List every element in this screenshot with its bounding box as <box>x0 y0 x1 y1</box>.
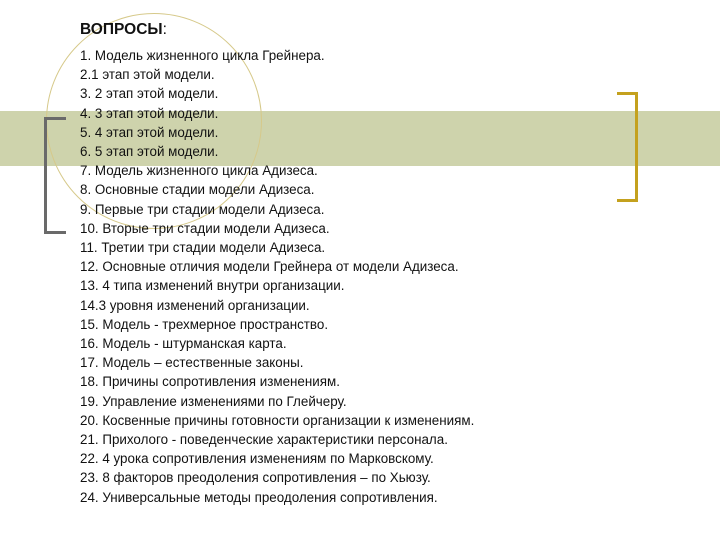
question-item: 9. Первые три стадии модели Адизеса. <box>80 201 325 217</box>
question-item: 10. Вторые три стадии модели Адизеса. <box>80 220 330 236</box>
slide-title-word: ВОПРОСЫ <box>80 21 163 38</box>
question-item: 4. 3 этап этой модели. <box>80 105 219 121</box>
question-item: 20. Косвенные причины готовности организации к изменениям. <box>80 412 475 428</box>
question-item: 2.1 этап этой модели. <box>80 67 215 83</box>
slide-title-colon: : <box>162 21 167 38</box>
question-item: 6. 5 этап этой модели. <box>80 144 219 160</box>
question-item: 21. Прихолого - поведенческие характеристики персонала. <box>80 432 448 448</box>
question-item: 18. Причины сопротивления изменениям. <box>80 374 340 390</box>
question-item: 13. 4 типа изменений внутри организации. <box>80 278 345 294</box>
questions-list <box>80 46 700 507</box>
question-item: 16. Модель - штурманская карта. <box>80 336 287 352</box>
question-item: 15. Модель - трехмерное пространство. <box>80 316 329 332</box>
question-item: 14.3 уровня изменений организации. <box>80 297 310 313</box>
left-bracket-decoration <box>44 117 66 234</box>
question-item: 22. 4 урока сопротивления изменениям по Марковскому. <box>80 451 434 467</box>
question-item: 17. Модель – естественные законы. <box>80 355 304 371</box>
question-item: 12. Основные отличия модели Грейнера от модели Адизеса. <box>80 259 459 275</box>
slide-content <box>80 17 700 507</box>
question-item: 23. 8 факторов преодоления сопротивления – по Хьюзу. <box>80 470 431 486</box>
question-item: 3. 2 этап этой модели. <box>80 86 219 102</box>
question-item: 1. Модель жизненного цикла Грейнера. <box>80 48 325 63</box>
question-item: 24. Универсальные методы преодоления сопротивления. <box>80 489 438 505</box>
slide-title <box>80 17 700 43</box>
question-item: 7. Модель жизненного цикла Адизеса. <box>80 163 318 179</box>
question-item: 5. 4 этап этой модели. <box>80 124 219 140</box>
question-item: 19. Управление изменениями по Глейчеру. <box>80 393 347 409</box>
question-item: 8. Основные стадии модели Адизеса. <box>80 182 315 198</box>
question-item: 11. Третии три стадии модели Адизеса. <box>80 240 326 256</box>
